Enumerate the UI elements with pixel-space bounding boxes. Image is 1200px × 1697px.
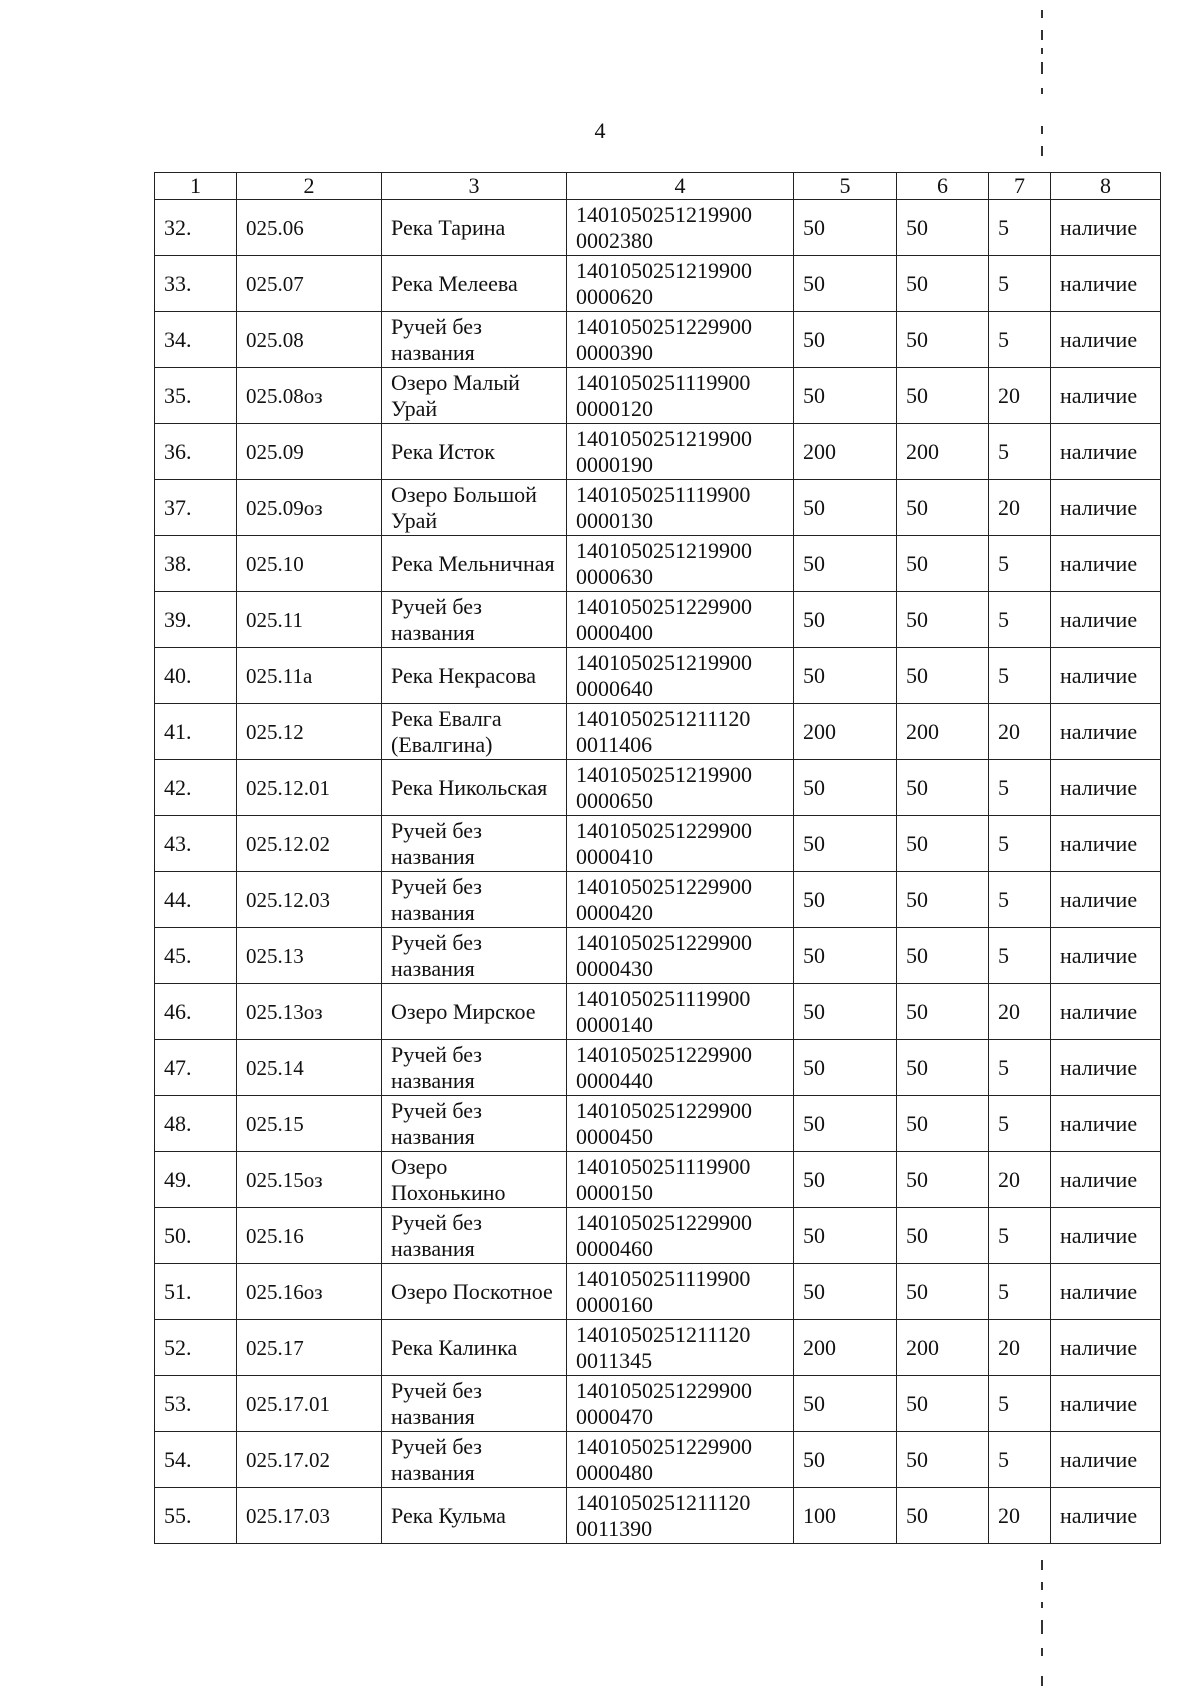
object-name-cell: Озеро Малый Урай xyxy=(382,368,567,424)
object-code-cell: 025.11 xyxy=(237,592,382,648)
table-body xyxy=(155,200,1161,1544)
object-code-cell: 025.09 xyxy=(237,424,382,480)
row-number-cell: 37. xyxy=(155,480,237,536)
row-number-cell: 48. xyxy=(155,1096,237,1152)
value-col-5-cell: 50 xyxy=(794,648,897,704)
value-col-6-cell: 50 xyxy=(897,1376,989,1432)
object-code-cell: 025.09оз xyxy=(237,480,382,536)
value-col-5-cell: 50 xyxy=(794,1264,897,1320)
value-col-7-cell: 5 xyxy=(989,424,1051,480)
object-name-cell: Река Некрасова xyxy=(382,648,567,704)
object-code-cell: 025.17.01 xyxy=(237,1376,382,1432)
table-row xyxy=(155,1096,1161,1152)
presence-status-cell: наличие xyxy=(1051,1432,1161,1488)
row-number-cell: 50. xyxy=(155,1208,237,1264)
registry-code-cell: 1401050251219900 0000630 xyxy=(567,536,794,592)
object-name-cell: Ручей без названия xyxy=(382,1432,567,1488)
object-name-cell: Река Исток xyxy=(382,424,567,480)
object-code-cell: 025.17.02 xyxy=(237,1432,382,1488)
row-number-cell: 51. xyxy=(155,1264,237,1320)
value-col-7-cell: 20 xyxy=(989,1152,1051,1208)
table-row xyxy=(155,1040,1161,1096)
registry-code-cell: 1401050251229900 0000410 xyxy=(567,816,794,872)
row-number-cell: 42. xyxy=(155,760,237,816)
column-header-8: 8 xyxy=(1051,173,1161,200)
page-number: 4 xyxy=(594,118,606,143)
value-col-7-cell: 5 xyxy=(989,816,1051,872)
row-number-cell: 47. xyxy=(155,1040,237,1096)
registry-code-cell: 1401050251211120 0011390 xyxy=(567,1488,794,1544)
presence-status-cell: наличие xyxy=(1051,1096,1161,1152)
presence-status-cell: наличие xyxy=(1051,480,1161,536)
presence-status-cell: наличие xyxy=(1051,1488,1161,1544)
object-name-cell: Река Мельничная xyxy=(382,536,567,592)
presence-status-cell: наличие xyxy=(1051,648,1161,704)
object-name-cell: Река Калинка xyxy=(382,1320,567,1376)
registry-code-cell: 1401050251119900 0000150 xyxy=(567,1152,794,1208)
object-code-cell: 025.15оз xyxy=(237,1152,382,1208)
column-header-3: 3 xyxy=(382,173,567,200)
table-row xyxy=(155,480,1161,536)
registry-code-cell: 1401050251119900 0000160 xyxy=(567,1264,794,1320)
value-col-7-cell: 20 xyxy=(989,368,1051,424)
registry-code-cell: 1401050251229900 0000400 xyxy=(567,592,794,648)
table-row xyxy=(155,200,1161,256)
object-code-cell: 025.12.01 xyxy=(237,760,382,816)
column-header-5: 5 xyxy=(794,173,897,200)
value-col-5-cell: 50 xyxy=(794,816,897,872)
table-row xyxy=(155,1432,1161,1488)
presence-status-cell: наличие xyxy=(1051,256,1161,312)
presence-status-cell: наличие xyxy=(1051,984,1161,1040)
value-col-5-cell: 200 xyxy=(794,704,897,760)
presence-status-cell: наличие xyxy=(1051,816,1161,872)
value-col-7-cell: 20 xyxy=(989,1320,1051,1376)
value-col-6-cell: 200 xyxy=(897,424,989,480)
value-col-7-cell: 20 xyxy=(989,704,1051,760)
value-col-5-cell: 50 xyxy=(794,312,897,368)
presence-status-cell: наличие xyxy=(1051,1208,1161,1264)
presence-status-cell: наличие xyxy=(1051,928,1161,984)
value-col-6-cell: 50 xyxy=(897,536,989,592)
table-row xyxy=(155,1208,1161,1264)
value-col-7-cell: 5 xyxy=(989,592,1051,648)
presence-status-cell: наличие xyxy=(1051,1320,1161,1376)
row-number-cell: 32. xyxy=(155,200,237,256)
value-col-6-cell: 50 xyxy=(897,1208,989,1264)
presence-status-cell: наличие xyxy=(1051,1040,1161,1096)
column-header-6: 6 xyxy=(897,173,989,200)
value-col-7-cell: 5 xyxy=(989,256,1051,312)
value-col-6-cell: 50 xyxy=(897,760,989,816)
object-name-cell: Река Мелеева xyxy=(382,256,567,312)
value-col-5-cell: 50 xyxy=(794,200,897,256)
object-name-cell: Ручей без названия xyxy=(382,928,567,984)
value-col-7-cell: 5 xyxy=(989,648,1051,704)
object-name-cell: Ручей без названия xyxy=(382,1376,567,1432)
value-col-6-cell: 50 xyxy=(897,1096,989,1152)
table-row xyxy=(155,928,1161,984)
registry-code-cell: 1401050251229900 0000420 xyxy=(567,872,794,928)
presence-status-cell: наличие xyxy=(1051,536,1161,592)
value-col-5-cell: 50 xyxy=(794,1152,897,1208)
registry-code-cell: 1401050251119900 0000140 xyxy=(567,984,794,1040)
presence-status-cell: наличие xyxy=(1051,1152,1161,1208)
row-number-cell: 49. xyxy=(155,1152,237,1208)
value-col-6-cell: 50 xyxy=(897,984,989,1040)
registry-code-cell: 1401050251229900 0000450 xyxy=(567,1096,794,1152)
value-col-5-cell: 50 xyxy=(794,928,897,984)
value-col-6-cell: 50 xyxy=(897,648,989,704)
registry-code-cell: 1401050251219900 0000190 xyxy=(567,424,794,480)
object-name-cell: Ручей без названия xyxy=(382,592,567,648)
table-row xyxy=(155,984,1161,1040)
value-col-6-cell: 200 xyxy=(897,1320,989,1376)
table-row xyxy=(155,1376,1161,1432)
object-name-cell: Ручей без названия xyxy=(382,1208,567,1264)
value-col-7-cell: 5 xyxy=(989,536,1051,592)
value-col-5-cell: 50 xyxy=(794,368,897,424)
row-number-cell: 39. xyxy=(155,592,237,648)
presence-status-cell: наличие xyxy=(1051,368,1161,424)
object-code-cell: 025.12 xyxy=(237,704,382,760)
object-code-cell: 025.12.03 xyxy=(237,872,382,928)
table-row xyxy=(155,368,1161,424)
registry-code-cell: 1401050251229900 0000440 xyxy=(567,1040,794,1096)
object-code-cell: 025.16оз xyxy=(237,1264,382,1320)
value-col-6-cell: 200 xyxy=(897,704,989,760)
presence-status-cell: наличие xyxy=(1051,872,1161,928)
row-number-cell: 40. xyxy=(155,648,237,704)
table-row xyxy=(155,1488,1161,1544)
value-col-6-cell: 50 xyxy=(897,1488,989,1544)
row-number-cell: 34. xyxy=(155,312,237,368)
value-col-5-cell: 50 xyxy=(794,1040,897,1096)
water-objects-table xyxy=(154,172,1161,1544)
row-number-cell: 55. xyxy=(155,1488,237,1544)
object-name-cell: Озеро Поскотное xyxy=(382,1264,567,1320)
row-number-cell: 41. xyxy=(155,704,237,760)
value-col-5-cell: 50 xyxy=(794,872,897,928)
object-name-cell: Ручей без названия xyxy=(382,312,567,368)
value-col-6-cell: 50 xyxy=(897,1152,989,1208)
column-header-7: 7 xyxy=(989,173,1051,200)
scan-margin-marks xyxy=(1039,0,1045,1697)
object-code-cell: 025.13оз xyxy=(237,984,382,1040)
row-number-cell: 33. xyxy=(155,256,237,312)
row-number-cell: 54. xyxy=(155,1432,237,1488)
object-name-cell: Озеро Мирское xyxy=(382,984,567,1040)
object-code-cell: 025.13 xyxy=(237,928,382,984)
row-number-cell: 53. xyxy=(155,1376,237,1432)
object-code-cell: 025.11а xyxy=(237,648,382,704)
value-col-7-cell: 5 xyxy=(989,1264,1051,1320)
table-row xyxy=(155,648,1161,704)
value-col-5-cell: 50 xyxy=(794,592,897,648)
object-code-cell: 025.12.02 xyxy=(237,816,382,872)
object-code-cell: 025.17 xyxy=(237,1320,382,1376)
value-col-6-cell: 50 xyxy=(897,928,989,984)
value-col-5-cell: 50 xyxy=(794,1432,897,1488)
presence-status-cell: наличие xyxy=(1051,1264,1161,1320)
presence-status-cell: наличие xyxy=(1051,312,1161,368)
object-name-cell: Река Никольская xyxy=(382,760,567,816)
table-row xyxy=(155,592,1161,648)
value-col-6-cell: 50 xyxy=(897,200,989,256)
value-col-6-cell: 50 xyxy=(897,1040,989,1096)
registry-code-cell: 1401050251229900 0000470 xyxy=(567,1376,794,1432)
value-col-6-cell: 50 xyxy=(897,368,989,424)
object-code-cell: 025.08 xyxy=(237,312,382,368)
row-number-cell: 46. xyxy=(155,984,237,1040)
registry-code-cell: 1401050251229900 0000390 xyxy=(567,312,794,368)
value-col-5-cell: 50 xyxy=(794,256,897,312)
value-col-5-cell: 50 xyxy=(794,984,897,1040)
registry-code-cell: 1401050251219900 0000640 xyxy=(567,648,794,704)
object-name-cell: Река Евалга (Евалгина) xyxy=(382,704,567,760)
table-row xyxy=(155,536,1161,592)
value-col-7-cell: 5 xyxy=(989,872,1051,928)
value-col-5-cell: 200 xyxy=(794,424,897,480)
value-col-7-cell: 5 xyxy=(989,760,1051,816)
value-col-5-cell: 50 xyxy=(794,480,897,536)
value-col-5-cell: 50 xyxy=(794,1096,897,1152)
value-col-7-cell: 20 xyxy=(989,1488,1051,1544)
registry-code-cell: 1401050251119900 0000120 xyxy=(567,368,794,424)
registry-code-cell: 1401050251119900 0000130 xyxy=(567,480,794,536)
value-col-7-cell: 20 xyxy=(989,984,1051,1040)
row-number-cell: 38. xyxy=(155,536,237,592)
value-col-7-cell: 5 xyxy=(989,312,1051,368)
registry-code-cell: 1401050251229900 0000460 xyxy=(567,1208,794,1264)
registry-code-cell: 1401050251211120 0011345 xyxy=(567,1320,794,1376)
object-name-cell: Ручей без названия xyxy=(382,1096,567,1152)
table-row xyxy=(155,704,1161,760)
value-col-7-cell: 5 xyxy=(989,1432,1051,1488)
value-col-6-cell: 50 xyxy=(897,872,989,928)
object-code-cell: 025.17.03 xyxy=(237,1488,382,1544)
registry-code-cell: 1401050251219900 0002380 xyxy=(567,200,794,256)
value-col-7-cell: 5 xyxy=(989,1040,1051,1096)
object-code-cell: 025.16 xyxy=(237,1208,382,1264)
registry-code-cell: 1401050251219900 0000650 xyxy=(567,760,794,816)
table-row xyxy=(155,256,1161,312)
object-code-cell: 025.15 xyxy=(237,1096,382,1152)
object-name-cell: Ручей без названия xyxy=(382,872,567,928)
registry-code-cell: 1401050251219900 0000620 xyxy=(567,256,794,312)
object-name-cell: Озеро Похонькино xyxy=(382,1152,567,1208)
table-row xyxy=(155,872,1161,928)
value-col-6-cell: 50 xyxy=(897,256,989,312)
value-col-7-cell: 5 xyxy=(989,1096,1051,1152)
presence-status-cell: наличие xyxy=(1051,1376,1161,1432)
value-col-7-cell: 5 xyxy=(989,928,1051,984)
presence-status-cell: наличие xyxy=(1051,760,1161,816)
value-col-6-cell: 50 xyxy=(897,1432,989,1488)
object-name-cell: Река Кульма xyxy=(382,1488,567,1544)
value-col-5-cell: 50 xyxy=(794,760,897,816)
row-number-cell: 35. xyxy=(155,368,237,424)
value-col-5-cell: 50 xyxy=(794,1376,897,1432)
registry-code-cell: 1401050251211120 0011406 xyxy=(567,704,794,760)
value-col-6-cell: 50 xyxy=(897,592,989,648)
presence-status-cell: наличие xyxy=(1051,200,1161,256)
presence-status-cell: наличие xyxy=(1051,424,1161,480)
column-header-2: 2 xyxy=(237,173,382,200)
registry-code-cell: 1401050251229900 0000430 xyxy=(567,928,794,984)
object-code-cell: 025.07 xyxy=(237,256,382,312)
value-col-5-cell: 200 xyxy=(794,1320,897,1376)
value-col-6-cell: 50 xyxy=(897,816,989,872)
object-code-cell: 025.14 xyxy=(237,1040,382,1096)
presence-status-cell: наличие xyxy=(1051,704,1161,760)
table-row xyxy=(155,1264,1161,1320)
value-col-6-cell: 50 xyxy=(897,312,989,368)
object-code-cell: 025.08оз xyxy=(237,368,382,424)
value-col-7-cell: 20 xyxy=(989,480,1051,536)
value-col-7-cell: 5 xyxy=(989,1376,1051,1432)
object-name-cell: Ручей без названия xyxy=(382,1040,567,1096)
table-row xyxy=(155,760,1161,816)
column-header-4: 4 xyxy=(567,173,794,200)
object-name-cell: Река Тарина xyxy=(382,200,567,256)
row-number-cell: 44. xyxy=(155,872,237,928)
row-number-cell: 45. xyxy=(155,928,237,984)
presence-status-cell: наличие xyxy=(1051,592,1161,648)
row-number-cell: 52. xyxy=(155,1320,237,1376)
table-header-row xyxy=(155,173,1161,200)
row-number-cell: 43. xyxy=(155,816,237,872)
table-row xyxy=(155,816,1161,872)
column-header-1: 1 xyxy=(155,173,237,200)
table-row xyxy=(155,1152,1161,1208)
object-code-cell: 025.06 xyxy=(237,200,382,256)
registry-code-cell: 1401050251229900 0000480 xyxy=(567,1432,794,1488)
value-col-5-cell: 100 xyxy=(794,1488,897,1544)
row-number-cell: 36. xyxy=(155,424,237,480)
object-name-cell: Озеро Большой Урай xyxy=(382,480,567,536)
value-col-7-cell: 5 xyxy=(989,200,1051,256)
table-row xyxy=(155,1320,1161,1376)
object-code-cell: 025.10 xyxy=(237,536,382,592)
value-col-5-cell: 50 xyxy=(794,536,897,592)
value-col-6-cell: 50 xyxy=(897,1264,989,1320)
value-col-6-cell: 50 xyxy=(897,480,989,536)
value-col-5-cell: 50 xyxy=(794,1208,897,1264)
table-row xyxy=(155,424,1161,480)
value-col-7-cell: 5 xyxy=(989,1208,1051,1264)
object-name-cell: Ручей без названия xyxy=(382,816,567,872)
table-row xyxy=(155,312,1161,368)
